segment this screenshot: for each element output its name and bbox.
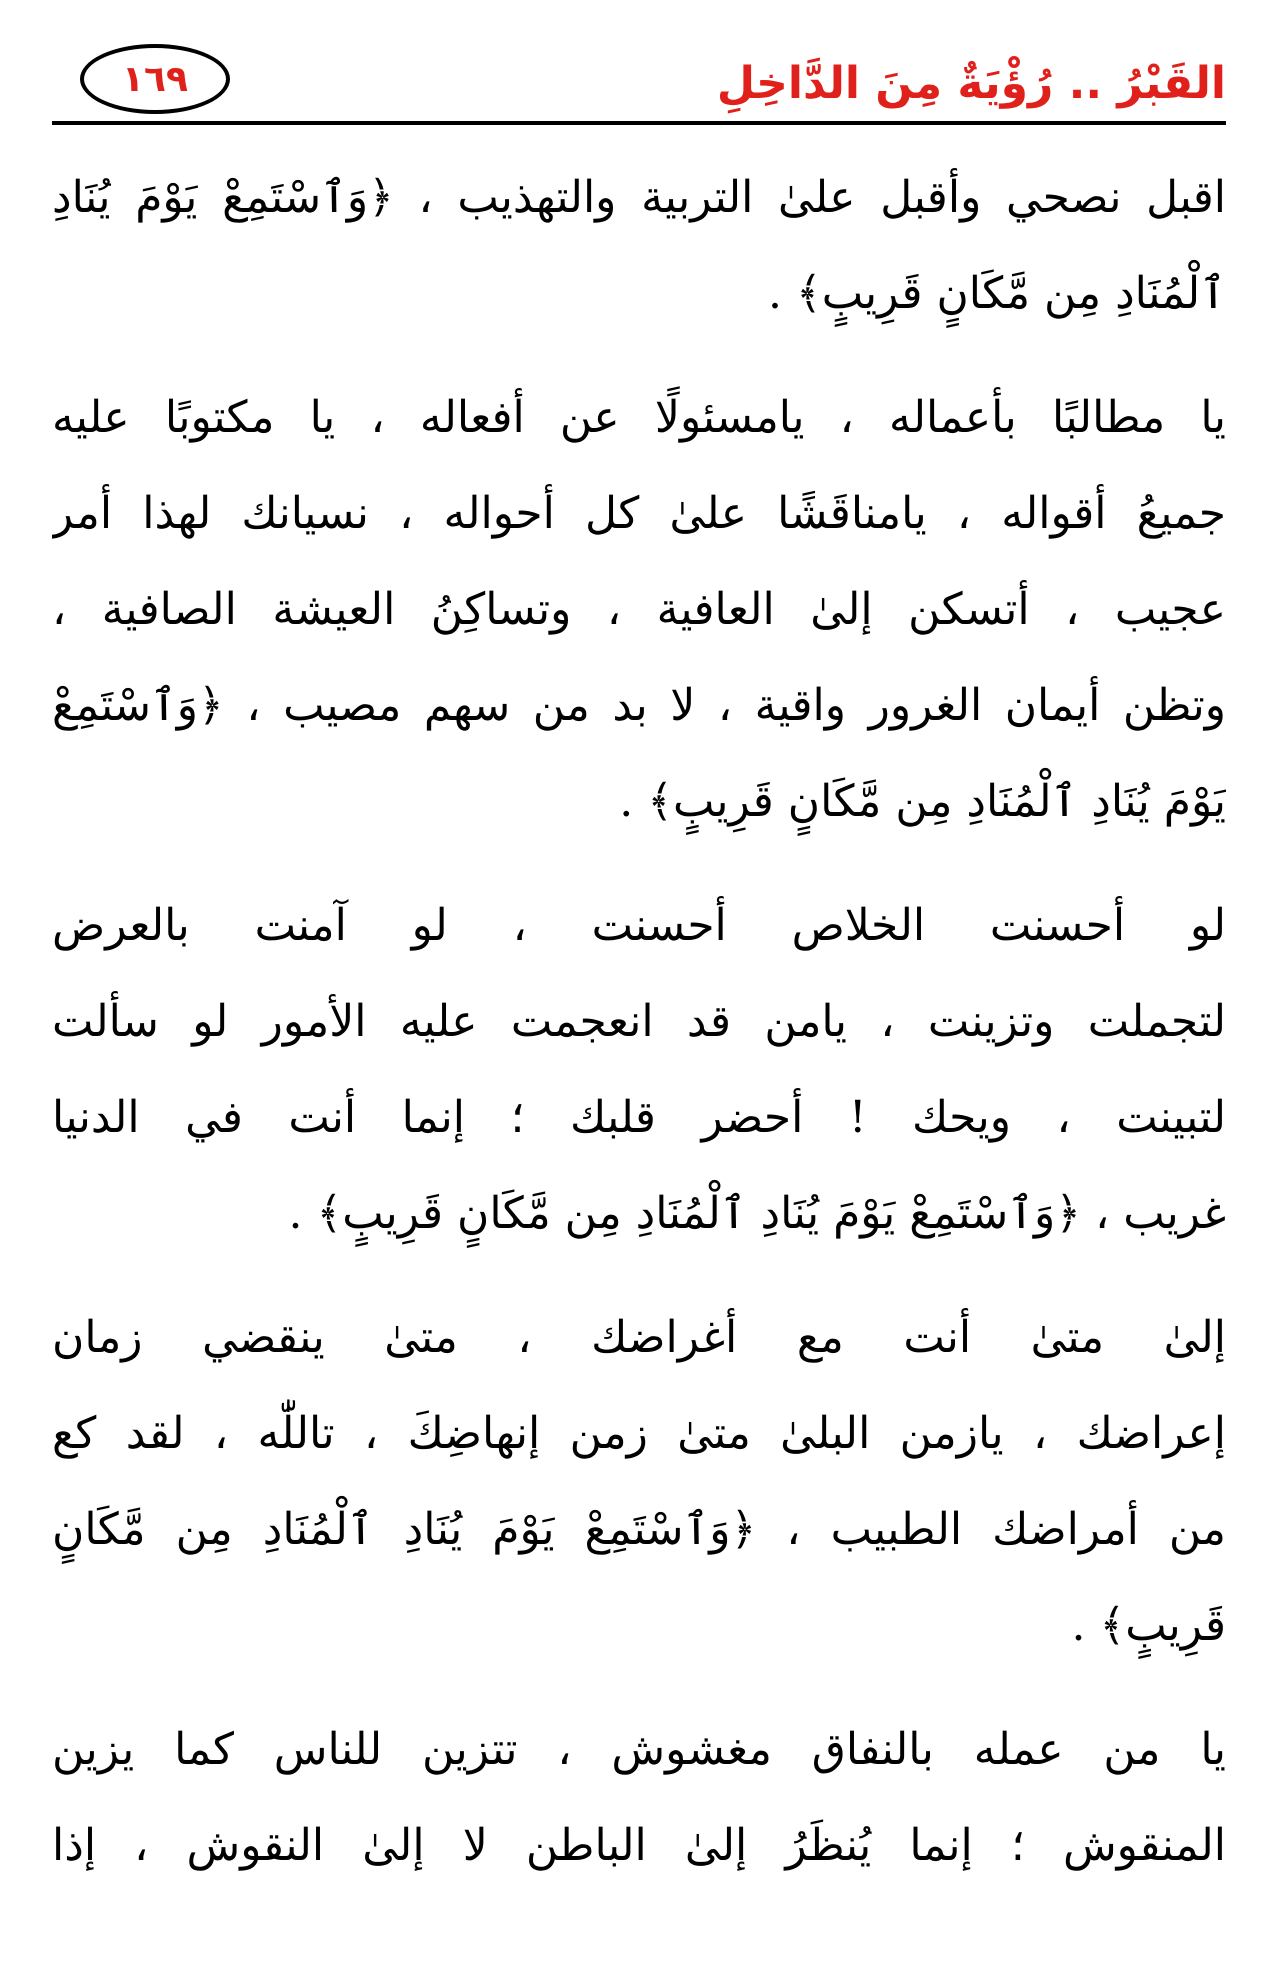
text-line: قَرِيبٍ﴾ . <box>1071 1600 1226 1651</box>
paragraph <box>52 370 1226 850</box>
header-rule <box>52 121 1226 125</box>
text-line: عجيب ، أتسكن إلىٰ العافية ، وتساكِنُ العيشة الصافية ، <box>52 584 1226 635</box>
paragraph <box>52 878 1226 1262</box>
text-line: يا مطالبًا بأعماله ، يامسئولًا عن أفعاله ، يا مكتوبًا عليه <box>52 392 1226 443</box>
text-line: يا من عمله بالنفاق مغشوش ، تتزين للناس كما يزين <box>52 1724 1226 1775</box>
page-header <box>58 40 1226 126</box>
paragraph-gap <box>52 1674 1226 1702</box>
page-number-oval <box>80 44 230 114</box>
text-line: لتجملت وتزينت ، يامن قد انعجمت عليه الأمور لو سألت <box>52 996 1226 1047</box>
paragraph-gap <box>52 850 1226 878</box>
paragraph-gap <box>52 342 1226 370</box>
text-line: ٱلْمُنَادِ مِن مَّكَانٍ قَرِيبٍ﴾ . <box>767 268 1226 319</box>
paragraph <box>52 1290 1226 1674</box>
running-title: القَبْرُ .. رُؤْيَةٌ مِنَ الدَّاخِلِ <box>716 58 1226 109</box>
paragraph-gap <box>52 1262 1226 1290</box>
page-body <box>52 150 1226 1894</box>
text-line: غريب ، ﴿وَٱسْتَمِعْ يَوْمَ يُنَادِ ٱلْمُنَادِ مِن مَّكَانٍ قَرِيبٍ﴾ . <box>288 1188 1226 1239</box>
text-line: إلىٰ متىٰ أنت مع أغراضك ، متىٰ ينقضي زمان <box>52 1312 1226 1363</box>
text-line: جميعُ أقواله ، يامناقَشًا علىٰ كل أحواله ، نسيانك لهذا أمر <box>52 488 1226 539</box>
text-line: إعراضك ، يازمن البلىٰ متىٰ زمن إنهاضِكَ ، تاللّٰه ، لقد كع <box>52 1408 1226 1459</box>
text-line: لتبينت ، ويحك ! أحضر قلبك ؛ إنما أنت في الدنيا <box>52 1092 1226 1143</box>
page-number: ١٦٩ <box>122 58 188 100</box>
paragraph <box>52 150 1226 342</box>
text-line: اقبل نصحي وأقبل علىٰ التربية والتهذيب ، ﴿وَٱسْتَمِعْ يَوْمَ يُنَادِ <box>52 172 1226 223</box>
paragraph <box>52 1702 1226 1894</box>
text-line: لو أحسنت الخلاص أحسنت ، لو آمنت بالعرض <box>52 900 1226 951</box>
text-line: وتظن أيمان الغرور واقية ، لا بد من سهم مصيب ، ﴿وَٱسْتَمِعْ <box>52 680 1226 731</box>
text-line: من أمراضك الطبيب ، ﴿وَٱسْتَمِعْ يَوْمَ يُنَادِ ٱلْمُنَادِ مِن مَّكَانٍ <box>52 1504 1226 1555</box>
text-line: يَوْمَ يُنَادِ ٱلْمُنَادِ مِن مَّكَانٍ قَرِيبٍ﴾ . <box>619 776 1226 827</box>
text-line: المنقوش ؛ إنما يُنظَرُ إلىٰ الباطن لا إلىٰ النقوش ، إذا <box>52 1820 1226 1871</box>
